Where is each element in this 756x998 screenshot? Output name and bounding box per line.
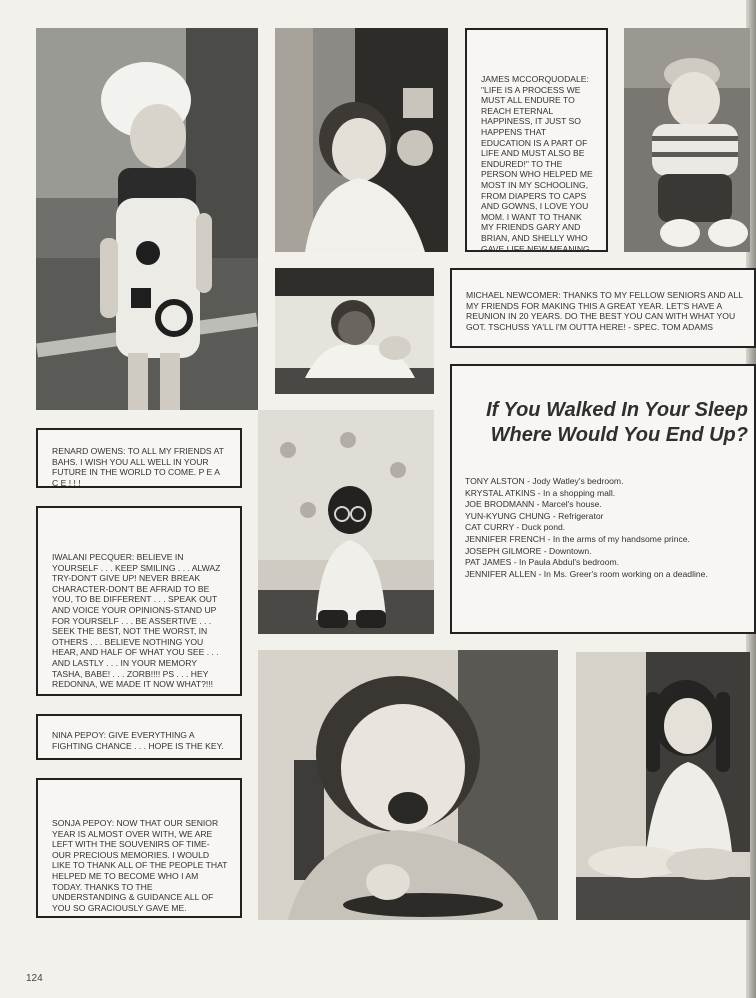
message-nina-pepoy [36,714,242,760]
message-iwalani-pecquer [36,506,242,696]
answer-item: JOE BRODMANN - Marcel's house. [465,499,602,510]
message-text: IWALANI PECQUER: BELIEVE IN YOURSELF . . . KEEP SMILING . . . ALWAZ TRY-DON'T GIVE UP! NEVER BREAK CHARACTER-DON'T BE AFRAID TO BE YOU, TO BE DIFFERENT . . . SPEAK OUT AND VOICE YOUR OPINIONS-STAND UP FOR YOURSELF . . . BE ASSERTIVE . . . SEEK THE BEST, NOT THE WORST, IN OTHERS . . . BELIEVE NOTHING YOU HEAR, AND HALF OF WHAT YOU SEE . . . AND LASTLY . . . IN YOUR MEMORY TASHA, BABE! . . . ZORB!!!! PS . . . HEY REDONNA, WE MADE IT NOW WHAT?!!! [52,552,221,690]
answer-item: JOSEPH GILMORE - Downtown. [465,545,592,556]
message-text: MICHAEL NEWCOMER: THANKS TO MY FELLOW SENIORS AND ALL MY FRIENDS FOR MAKING THIS A GREAT YEAR. LET'S HAVE A REUNION IN 20 YEARS. DO THE BEST YOU CAN WITH WHAT YOU GOT. TSCHUSS YA'LL I'M OUTTA HERE! - SPEC. TOM ADAMS [466,290,743,332]
feature-headline [458,398,748,448]
message-text: SONJA PEPOY: NOW THAT OUR SENIOR YEAR IS ALMOST OVER WITH, WE ARE LEFT WITH THE SOUVENIRS OF TIME- OUR PRECIOUS MEMORIES. I WOULD LIKE TO THANK ALL OF THE PEOPLE THAT HELPED ME TO BECOME WHO I AM TODAY. THANKS TO THE UNDERSTANDING & GUIDANCE ALL OF YOU SO GRACIOUSLY GAVE ME. [52,818,228,913]
answer-item: TONY ALSTON - Jody Watley's bedroom. [465,476,624,486]
feature-answer-list [465,476,750,580]
message-james-mccorquodale [465,28,608,252]
message-text: NINA PEPOY: GIVE EVERYTHING A FIGHTING CHANCE . . . HOPE IS THE KEY. [52,730,224,751]
feature-title-line2: Where Would You End Up? [490,424,748,446]
message-text: JAMES MCCORQUODALE: "LIFE IS A PROCESS WE MUST ALL ENDURE TO REACH ETERNAL HAPPINESS, IT JUST SO HAPPENS THAT EDUCATION IS A PART OF LIFE AND MUST ALSO BE ENDURED!" TO THE PERSON WHO HELPED ME MOST IN MY SCHOOLING, FROM DIAPERS TO CAPS AND GOWNS, I LOVE YOU MOM. I WANT TO THANK MY FRIENDS GARY AND BRIAN, AND SHELLY WHO GAVE LIFE NEW MEANING. [481,74,593,254]
message-text: RENARD OWENS: TO ALL MY FRIENDS AT BAHS. I WISH YOU ALL WELL IN YOUR FUTURE IN THE WORLD TO COME. P E A C E ! ! ! [52,446,224,488]
answer-item: JENNIFER ALLEN - In Ms. Greer's room working on a deadline. [465,568,708,579]
photo-child-by-cabinet [275,28,448,252]
photo-laughing-toddler [258,650,558,920]
photo-baby-striped-shirt [624,28,750,252]
photo-toddler-sunhat [36,28,258,410]
page-number: 124 [26,973,43,984]
answer-item: CAT CURRY - Duck pond. [465,522,566,533]
feature-title-line1: If You Walked In Your Sleep [486,399,748,421]
answer-item: YUN-KYUNG CHUNG - Refrigerator [465,510,604,521]
message-renard-owens [36,428,242,488]
message-michael-newcomer [450,268,756,348]
photo-infant-crawling [275,268,434,394]
answer-item: PAT JAMES - In Paula Abdul's bedroom. [465,557,620,568]
message-sonja-pepoy [36,778,242,918]
photo-toddler-glasses [258,410,434,634]
answer-item: JENNIFER FRENCH - In the arms of my handsome prince. [465,533,690,544]
answer-item: KRYSTAL ATKINS - In a shopping mall. [465,487,616,498]
photo-girl-pigtails [576,652,750,920]
